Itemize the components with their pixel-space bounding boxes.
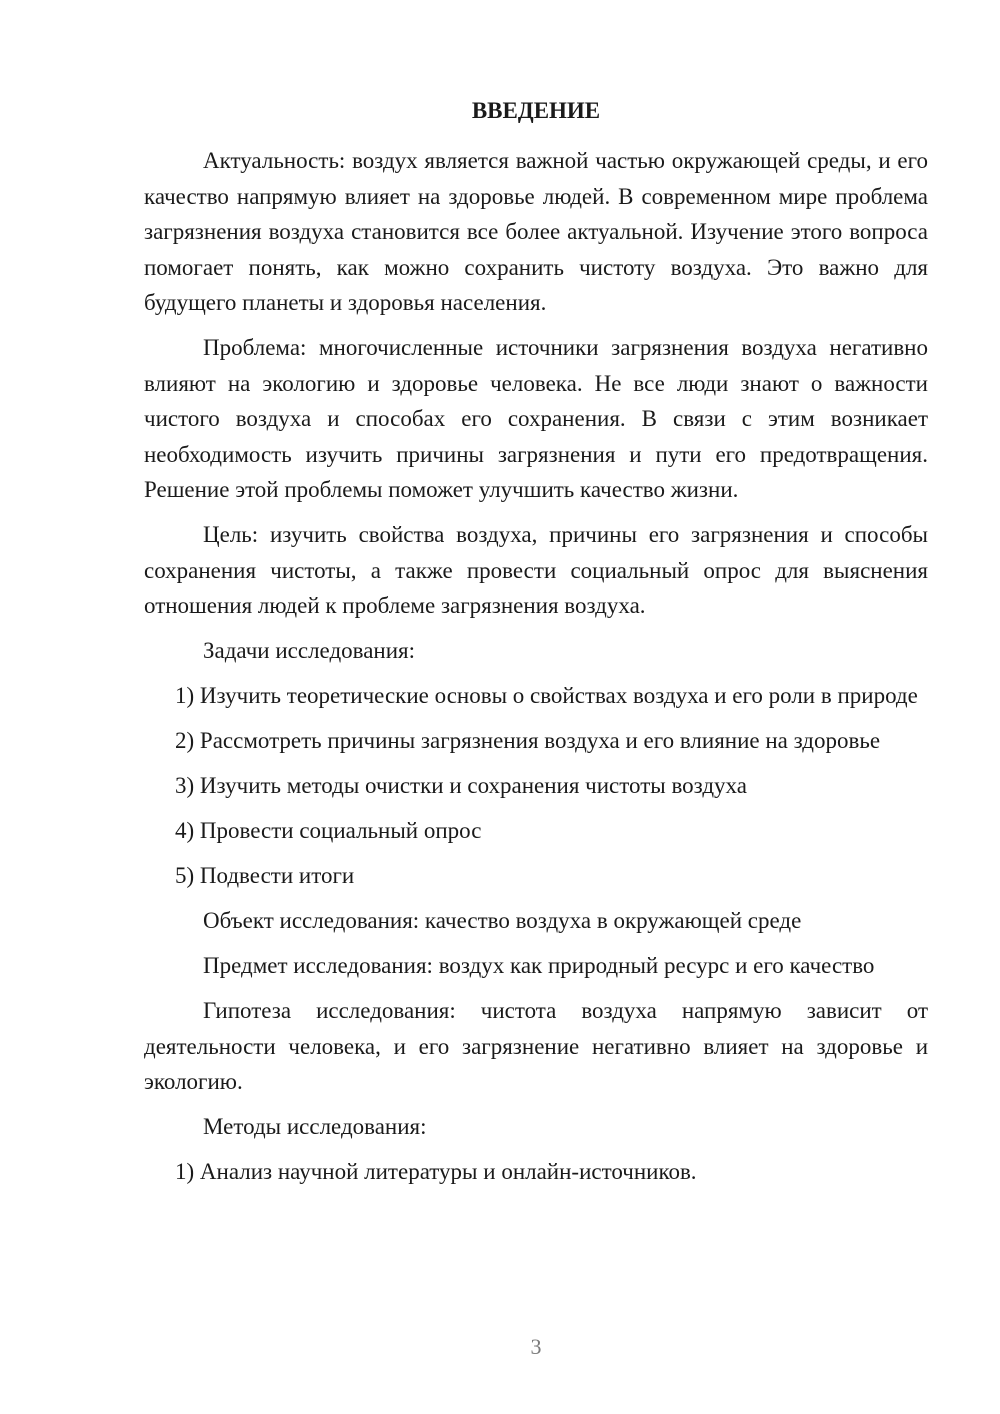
research-hypothesis: Гипотеза исследования: чистота воздуха напрямую зависит от деятельности человека, и его загрязнение негативно влияет на здоровье и экологию.: [144, 998, 928, 1094]
methods-heading: Методы исследования:: [203, 1114, 427, 1139]
task-item: 5) Подвести итоги: [175, 863, 355, 888]
page-number: 3: [530, 1334, 542, 1359]
research-object: Объект исследования: качество воздуха в окружающей среде: [203, 908, 802, 933]
task-item: 4) Провести социальный опрос: [175, 818, 482, 843]
goal-paragraph: Цель: изучить свойства воздуха, причины его загрязнения и способы сохранения чистоты, а также провести социальный опрос для выяснения отношения людей к проблеме загрязнения воздуха.: [144, 522, 928, 618]
task-item: 2) Рассмотреть причины загрязнения воздуха и его влияние на здоровье: [175, 728, 881, 753]
task-item: 3) Изучить методы очистки и сохранения чистоты воздуха: [175, 773, 747, 798]
research-subject: Предмет исследования: воздух как природный ресурс и его качество: [203, 953, 875, 978]
relevance-paragraph: Актуальность: воздух является важной частью окружающей среды, и его качество напрямую влияет на здоровье людей. В современном мире проблема загрязнения воздуха становится все более актуальной. Изучение этого вопроса помогает понять, как можно сохранить чистоту воздуха. Это важно для будущего планеты и здоровья населения.: [144, 148, 928, 315]
method-item: 1) Анализ научной литературы и онлайн-источников.: [175, 1159, 697, 1184]
page-title: ВВЕДЕНИЕ: [471, 98, 601, 123]
problem-paragraph: Проблема: многочисленные источники загрязнения воздуха негативно влияют на экологию и здоровье человека. Не все люди знают о важности чистого воздуха и способах его сохранения. В связи с этим возникает необходимость изучить причины загрязнения и пути его предотвращения. Решение этой проблемы поможет улучшить качество жизни.: [144, 335, 928, 502]
document-body: [144, 143, 928, 1190]
task-item: 1) Изучить теоретические основы о свойствах воздуха и его роли в природе: [175, 683, 918, 708]
tasks-heading: Задачи исследования:: [203, 638, 416, 663]
